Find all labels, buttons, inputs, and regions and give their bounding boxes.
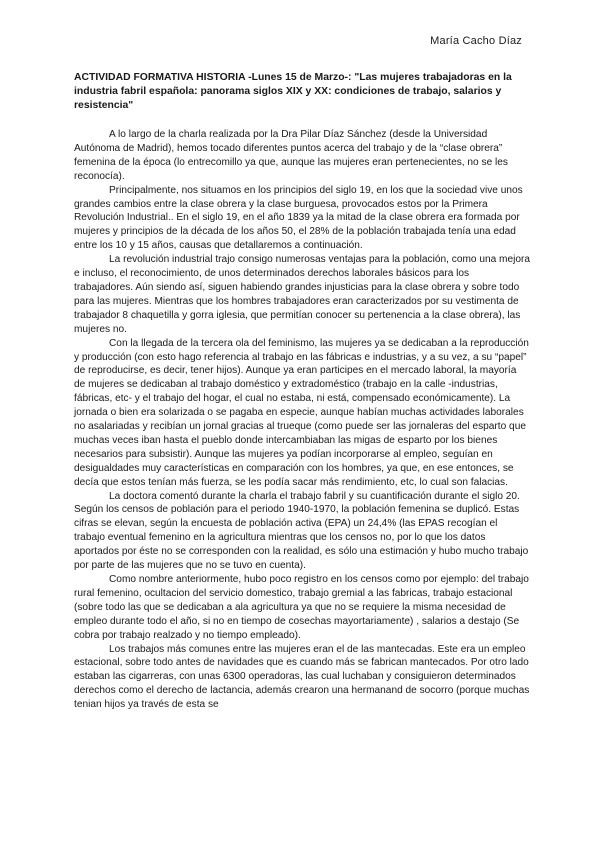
document-title: ACTIVIDAD FORMATIVA HISTORIA -Lunes 15 de Marzo-: "Las mujeres trabajadoras en la industria fabril española: panorama siglos XIX y XX: condiciones de trabajo, salarios y resistencia" <box>74 72 512 112</box>
paragraph-4: Con la llegada de la tercera ola del feminismo, las mujeres ya se dedicaban a la reproducción y producción (con esto hago referencia al trabajo en las fábricas e industrias, y a su vez, a su “papel” de reproducirse, es decir, tener hijos). Aunque ya eran participes en el mercado laboral, la mayoría de mujeres se dedicaban al trabajo doméstico y extradoméstico (trabajo en la calle -industrias, fábricas, etc- y el trabajo del hogar, el cual no estaba, ni está, compensado económicamente). La jornada o bien era solarizada o se pagaba en especie, aunque habían muchas actividades laborales no asalariadas y recibían un jornal gracias al trueque (como puede ser las jornaleras del esparto que muchas veces iban hasta el pueblo donde intercambiaban las migas de esparto por los bienes necesarios para subsistir). Aunque las mujeres ya podían incorporarse al empleo, seguían en desigualdades muy características en comparación con los hombres, ya que, en ese entonces, se decía que estos tenían más fuerza, se les podía sacar más rendimiento, etc, lo cual son falacias. <box>74 337 529 488</box>
author-name: María Cacho Díaz <box>430 35 522 47</box>
paragraph-7: Los trabajos más comunes entre las mujeres eran el de las mantecadas. Este era un empleo estacional, sobre todo antes de navidades que es cuando más se fabrican mantecados. Por otro lado estaban las cigarreras, con unas 6300 operadoras, las cual luchaban y consiguieron determinados derechos como el derecho de lactancia, además crearon una hermanand de socorro (porque muchas tenian hijos ya través de esta se <box>74 643 530 711</box>
paragraph-5: La doctora comentó durante la charla el trabajo fabril y su cuantificación durante el siglo 20. Según los censos de población para el periodo 1940-1970, la población femenina se duplicó. Estas cifras se elevan, según la encuesta de población activa (EPA) un 24,4% (las EPAS recogían el trabajo eventual femenino en la agricultura mientras que los censos no, por lo que los datos aportados por éste no se corresponden con la realidad, es sólo una estimación y hubo mucho trabajo por parte de las mujeres que no se tuvo en cuenta). <box>74 490 529 572</box>
document-body <box>74 128 530 712</box>
paragraph-3: La revolución industrial trajo consigo numerosas ventajas para la población, como una mejora e incluso, el reconocimiento, de unos determinados derechos laborales básicos para los trabajadores. Aún siendo así, siguen habiendo grandes injusticias para la clase obrera y sobre todo para las mujeres. Mientras que los hombres trabajadores eran caracterizados por su vestimenta de trabajador 8 chaquetilla y gorra iglesia, que permitían conocer su pertenencia a la clase obrera), las mujeres no. <box>74 254 530 335</box>
paragraph-6: Como nombre anteriormente, hubo poco registro en los censos como por ejemplo: del trabajo rural femenino, ocultacion del servicio domestico, trabajo gremial a las fabricas, trabajo estacional (sobre todo las que se dedicaban a ala agricultura ya que no se requiere la misma necesidad de empleo durante todo el año, si no en tiempo de cosechas mayortariamente) , salarios a destajo (Se cobra por trabajo realzado y no tiempo empleado). <box>74 574 529 641</box>
paragraph-2: Principalmente, nos situamos en los principios del siglo 19, en los que la sociedad vive unos grandes cambios entre la clase obrera y la clase burguesa, provocados estos por la Primera Revolución Industrial.. En el siglo 19, en el año 1839 ya la mitad de la clase obrera era formada por mujeres y principios de la década de los años 50, el 28% de la población trabajada tenía una edad entre los 10 y 15 años, causas que detallaremos a continuación. <box>74 184 523 252</box>
paragraph-1: A lo largo de la charla realizada por la Dra Pilar Díaz Sánchez (desde la Universidad Autónoma de Madrid), hemos tocado diferentes puntos acerca del trabajo y de la “clase obrera” femenina de la época (lo entrecomillo ya que, aunque las mujeres eran pertenecientes, no se les reconocía). <box>74 129 508 182</box>
